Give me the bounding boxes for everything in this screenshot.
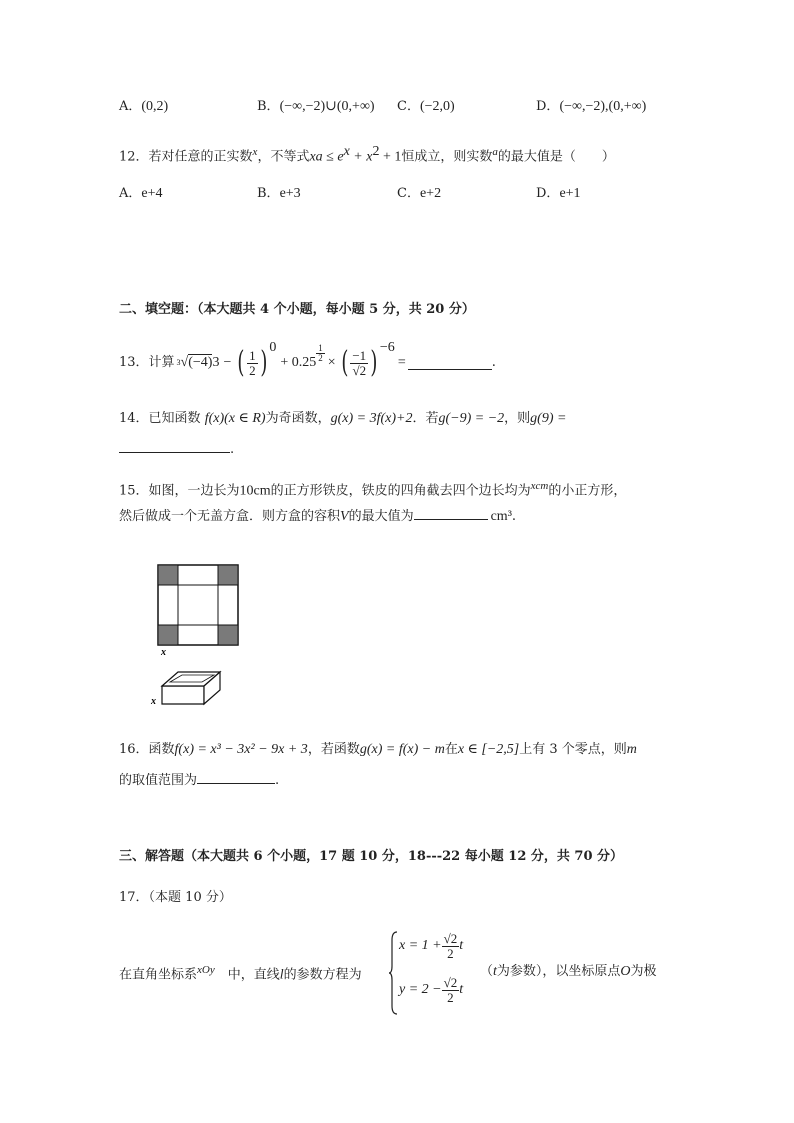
q11-option-c: C．(−2,0) [397, 99, 455, 114]
square-sheet-diagram [158, 565, 238, 645]
q15-figure [150, 558, 250, 708]
q17-text-right: （t为参数），以坐标原点O为极 [480, 964, 657, 979]
q14-answer-line: . [119, 440, 234, 458]
q11-option-d: D．(−∞,−2),(0,+∞) [536, 99, 647, 114]
q17-parametric-system [388, 930, 478, 1016]
open-box-diagram [162, 672, 220, 704]
q15-answer-blank[interactable] [414, 507, 488, 520]
q12-option-d: D．e+1 [536, 186, 581, 201]
q17-eq2: y = 2 − $\frac{√2}{2}$ t [399, 975, 464, 1005]
q13-stem: 13．计算 3 √ (−4) 3 − ( $\frac{1}{2}$ ) 0 + 0.25 $\frac{1}{2}$ × ( $\frac{-1}{√2}$ ) −6 = . [119, 340, 496, 380]
q15-line1: 15．如图，一边长为10cm的正方形铁皮，铁皮的四角截去四个边长均为$^{xcm}$的小正方形， [119, 480, 627, 499]
q12-stem: 12．若对任意的正实数$^x$，不等式xa ≤ $e^x + x^2 + 1$恒成立，则实数$^a$的最大值是（ ） [119, 144, 615, 165]
q17-text-left: 在直角坐标系$^{xOy}$ 中，直线l的参数方程为 [119, 964, 362, 983]
q16-line2: 的取值范围为 . [119, 773, 280, 788]
brace-icon [388, 930, 398, 1016]
section2-heading: 二、填空题：（本大题共 4 个小题，每小题 5 分，共 20 分） [119, 302, 475, 317]
q12-option-a: A．e+4 [119, 186, 163, 201]
q17-title: 17．（本题 10 分） [119, 890, 232, 905]
q14-stem: 14．已知函数 f(x)(x ∈ R)为奇函数，g(x) = 3f(x)+2．若g(−9) = −2，则g(9) = [119, 411, 567, 426]
fig-label-x2: x [151, 696, 156, 707]
q17-eq1: x = 1 + $\frac{√2}{2}$ t [399, 931, 464, 961]
q16-line1: 16．函数f(x) = x³ − 3x² − 9x + 3，若函数g(x) = f(x) − m在x ∈ [−2,5]上有 3 个零点，则m [119, 742, 637, 757]
q12-option-b: B．e+3 [257, 186, 301, 201]
q14-answer-blank[interactable] [119, 440, 230, 453]
fig-label-x1: x [161, 647, 166, 658]
q12-option-c: C．e+2 [397, 186, 442, 201]
section3-heading: 三、解答题（本大题共 6 个小题，17 题 10 分，18---22 每小题 12 分，共 70 分） [119, 849, 624, 864]
q15-line2: 然后做成一个无盖方盒．则方盒的容积V的最大值为 cm³. [119, 509, 517, 524]
q16-answer-blank[interactable] [197, 771, 275, 784]
q13-answer-blank[interactable] [408, 357, 492, 370]
q11-option-a: A．(0,2) [119, 99, 169, 114]
q11-option-b: B．(−∞,−2)∪(0,+∞) [257, 99, 375, 114]
